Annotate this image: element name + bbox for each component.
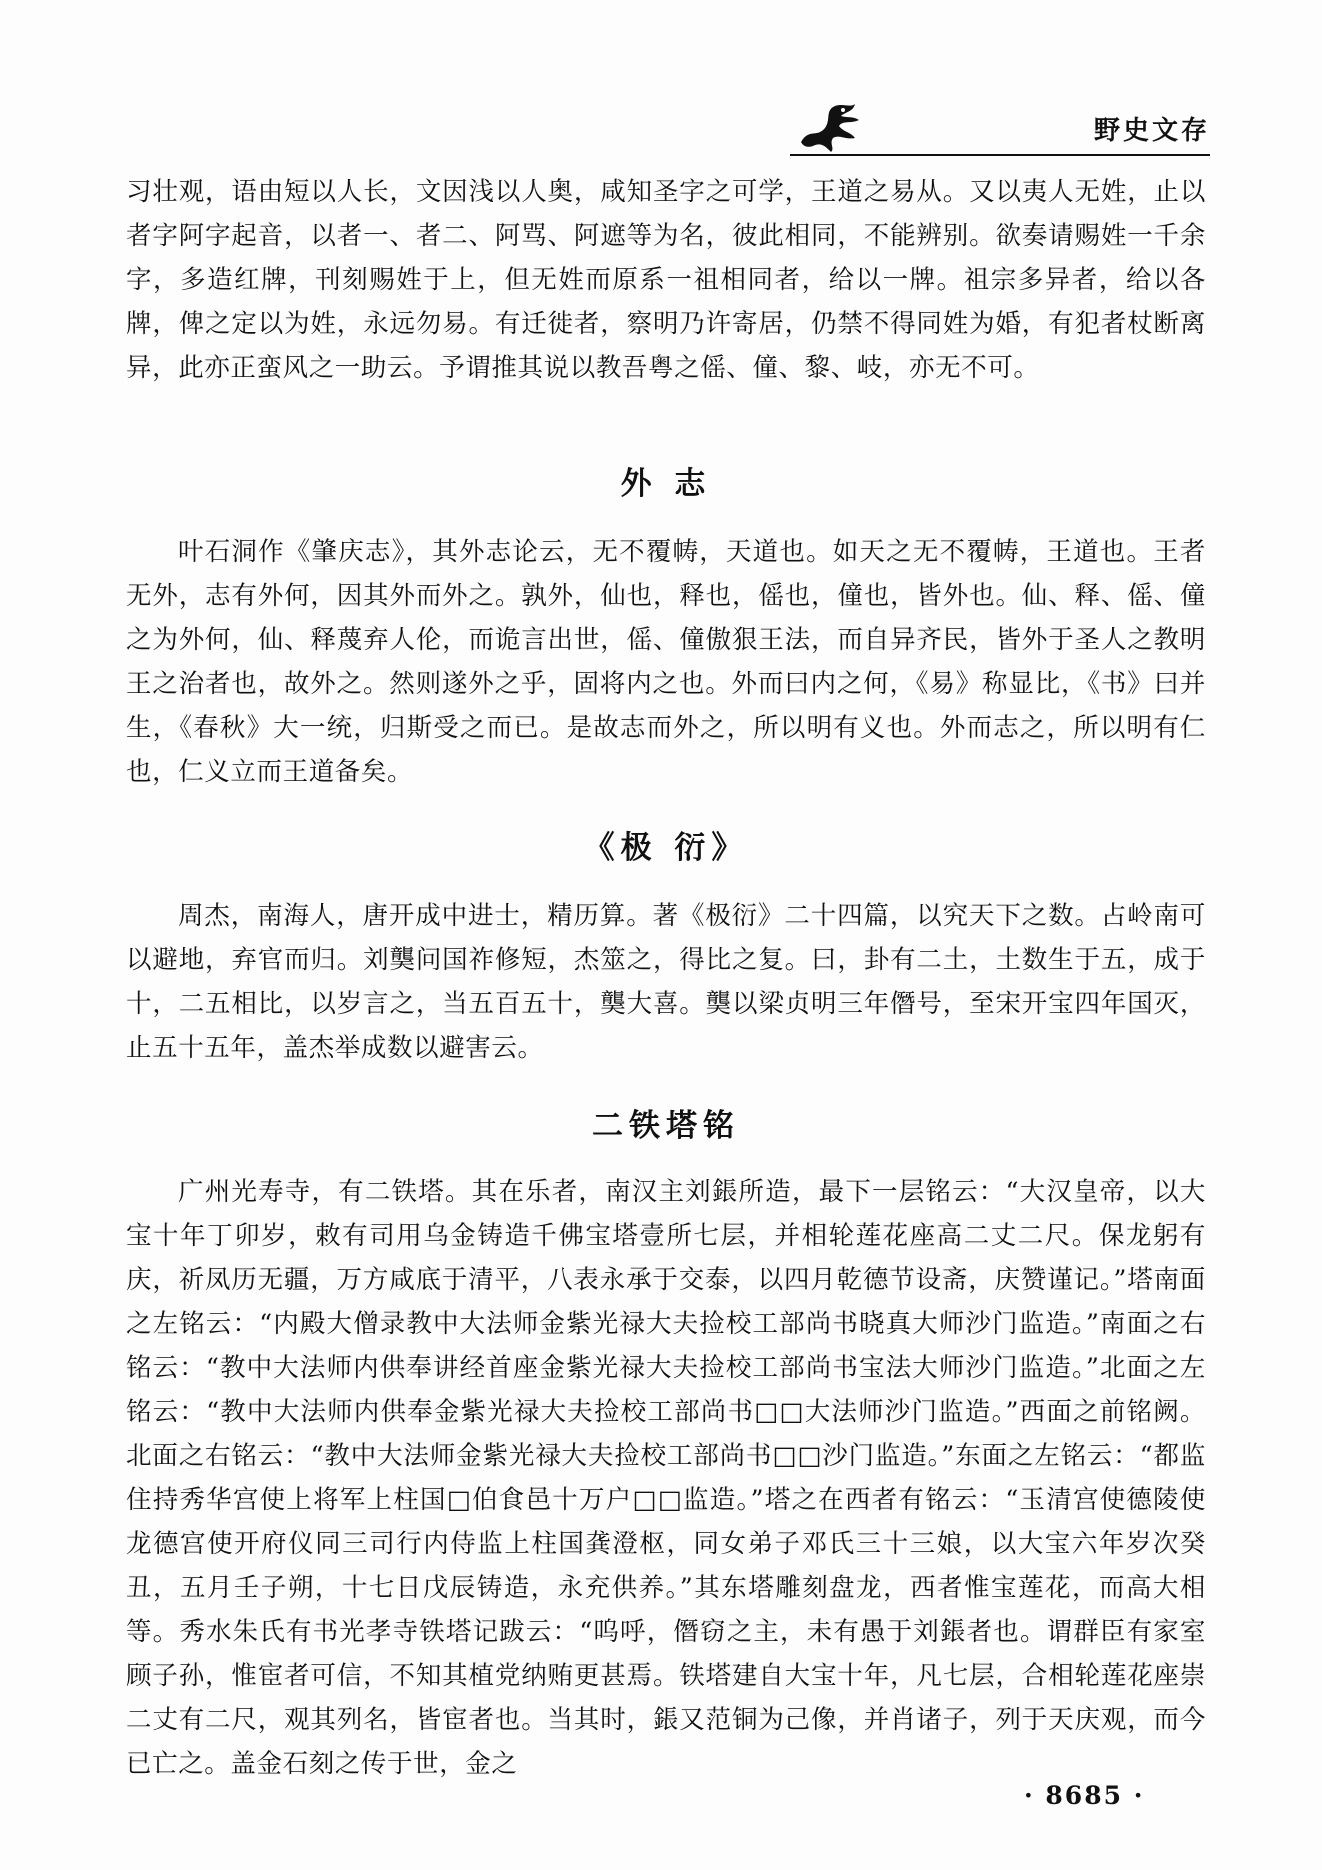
section-continued-text [126,170,1206,390]
header-rule [790,154,1210,156]
paragraph: 周杰，南海人，唐开成中进士，精历算。著《极衍》二十四篇，以究天下之数。占岭南可以避地，弃官而归。刘龑问国祚修短，杰筮之，得比之复。曰，卦有二土，土数生于五，成于十，二五相比，以岁言之，当五百五十，龑大喜。龑以梁贞明三年僭号，至宋开宝四年国灭，止五十五年，盖杰举成数以避害云。 [126,901,1206,1063]
page-number: · 8685 · [1024,1781,1145,1810]
section-title-tietaming: 二铁塔铭 [592,1108,740,1144]
paragraph: 习壮观，语由短以人长，文因浅以人奥，咸知圣字之可学，王道之易从。又以夷人无姓，止以者字阿字起音，以者一、者二、阿骂、阿遮等为名，彼此相同，不能辨别。欲奏请赐姓一千余字，多造红牌，刊刻赐姓于上，但无姓而原系一祖相同者，给以一牌。祖宗多异者，给以各牌，俾之定以为姓，永远勿易。有迁徙者，察明乃许寄居，仍禁不得同姓为婚，有犯者杖断离异，此亦正蛮风之一助云。予谓推其说以教吾粤之傜、僮、黎、岐，亦无不可。 [126,177,1206,383]
running-header [150,98,1210,158]
section-jiyan-body [126,894,1206,1070]
dragon-emblem-icon [795,98,865,154]
paragraph: 广州光寿寺，有二铁塔。其在乐者，南汉主刘鋹所造，最下一层铭云：“大汉皇帝，以大宝十年丁卯岁，敕有司用乌金铸造千佛宝塔壹所七层，并相轮莲花座高二丈二尺。保龙躬有庆，祈凤历无疆，万方咸底于清平，八表永承于交泰，以四月乾德节设斋，庆赞谨记。”塔南面之左铭云：“内殿大僧录教中大法师金紫光禄大夫捡校工部尚书晓真大师沙门监造。”南面之右铭云：“教中大法师内供奉讲经首座金紫光禄大夫捡校工部尚书宝法大师沙门监造。”北面之左铭云：“教中大法师内供奉金紫光禄大夫捡校工部尚书□□大法师沙门监造。”西面之前铭阙。北面之右铭云：“教中大法师金紫光禄大夫捡校工部尚书□□沙门监造。”东面之左铭云：“都监住持秀华宫使上将军上柱国□伯食邑十万户□□监造。”塔之在西者有铭云：“玉清宫使德陵使龙德宫使开府仪同三司行内侍监上柱国龚澄枢，同女弟子邓氏三十三娘，以大宝六年岁次癸丑，五月壬子朔，十七日戊辰铸造，永充供养。”其东塔雕刻盘龙，西者惟宝莲花，而高大相等。秀水朱氏有书光孝寺铁塔记跋云：“呜呼，僭窃之主，未有愚于刘鋹者也。谓群臣有家室顾子孙，惟宦者可信，不知其植党纳贿更甚焉。铁塔建自大宝十年，凡七层，合相轮莲花座崇二丈有二尺，观其列名，皆宦者也。当其时，鋹又范铜为己像，并肖诸子，列于天庆观，而今已亡之。盖金石刻之传于世，金之 [126,1177,1206,1779]
section-title-waizhi: 外 志 [620,466,712,502]
paragraph: 叶石洞作《肇庆志》，其外志论云，无不覆帱，天道也。如天之无不覆帱，王道也。王者无外，志有外何，因其外而外之。孰外，仙也，释也，傜也，僮也，皆外也。仙、释、傜、僮之为外何，仙、释蔑弃人伦，而诡言出世，傜、僮傲狠王法，而自异齐民，皆外于圣人之教明王之治者也，故外之。然则遂外之乎，固将内之也。外而曰内之何，《易》称显比，《书》曰并生，《春秋》大一统，归斯受之而已。是故志而外之，所以明有义也。外而志之，所以明有仁也，仁义立而王道备矣。 [126,537,1206,787]
section-waizhi-body [126,530,1206,794]
section-title-jiyan: 《极 衍》 [583,830,749,866]
section-tietaming-body [126,1170,1206,1786]
running-header-title: 野史文存 [1093,116,1210,146]
